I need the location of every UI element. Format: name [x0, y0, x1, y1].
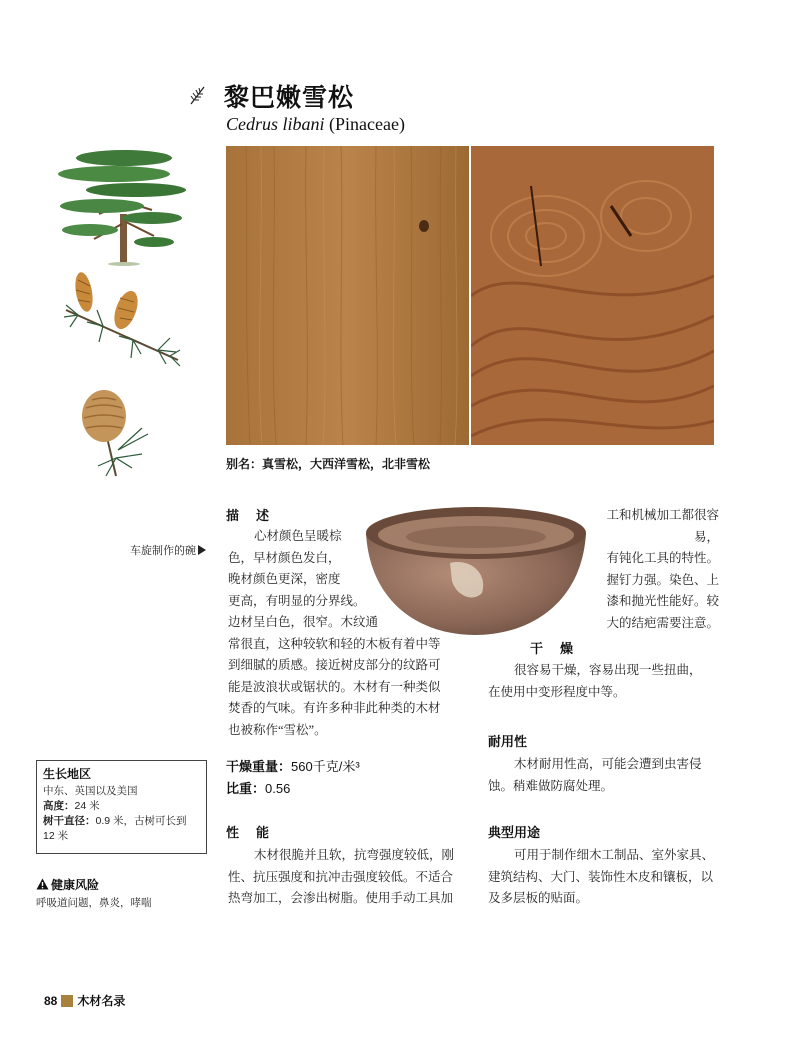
- description-line-10: 也被称作“雪松”。: [228, 722, 327, 737]
- right-line-4: 漆和抛光性能好。较: [606, 594, 719, 608]
- health-title-row: [36, 876, 152, 893]
- description-line: [228, 526, 378, 612]
- cedar-cone-illustration: [76, 388, 166, 480]
- uses-text: [488, 845, 720, 910]
- description-continued: [228, 612, 468, 741]
- infobox-diameter: [43, 814, 200, 844]
- heading-durability: 耐用性: [488, 734, 528, 749]
- description-line-7: 到细腻的质感。接近树皮部分的纹路可: [228, 658, 441, 672]
- bowl-caption: [130, 542, 206, 558]
- right-line-5: 大的结疤需要注意。: [606, 615, 719, 630]
- uses-line-1: 可用于制作细木工制品、室外家具、: [514, 848, 715, 862]
- cedar-cone-branch-illustration: [58, 270, 188, 382]
- leaf-icon: [188, 84, 208, 106]
- performance-line-1: 木材很脆并且软，抗弯强度较低，刚: [254, 848, 455, 862]
- heading-drying: 干 燥: [530, 641, 576, 656]
- alias-names: 真雪松，大西洋雪松，北非雪松: [262, 457, 431, 471]
- description-line-4: 更高，有明显的分界线。: [228, 593, 366, 608]
- footer-section: 木材名录: [77, 994, 126, 1008]
- caption-arrow-icon: [198, 545, 206, 555]
- drying-line-1: 很容易干燥，容易出现一些扭曲，: [514, 663, 702, 677]
- description-line-2: 色，早材颜色发白，: [228, 550, 341, 565]
- description-line-1: 心材颜色呈暖棕: [254, 529, 342, 543]
- alias-label: 别名：: [226, 457, 263, 471]
- right-line-1: 工和机械加工都很容易，: [606, 508, 719, 544]
- page-title: 黎巴嫩雪松: [224, 84, 355, 112]
- right-continued-text: [584, 505, 719, 634]
- latin-family: (Pinaceae): [329, 114, 405, 134]
- performance-line-3: 热弯加工，会渗出树脂。使用手动工具加: [228, 891, 454, 905]
- latin-species: Cedrus libani: [226, 114, 325, 134]
- dry-weight-label: 干燥重量：: [226, 759, 292, 774]
- description-line-5: 边材呈白色，很窄。木纹通: [228, 615, 379, 629]
- durability-line-2: 蚀。稍难做防腐处理。: [488, 778, 614, 793]
- description-line-8: 能是波浪状或锯状的。木材有一种类似: [228, 679, 441, 694]
- durability-text: [488, 754, 720, 797]
- latin-name: [226, 114, 405, 135]
- wood-sample-photo-figured: [471, 146, 714, 445]
- infobox-height-value: 24 米: [74, 800, 100, 812]
- dry-weight: [226, 756, 360, 775]
- cedar-tree-illustration: [54, 144, 194, 266]
- dry-weight-value: 560千克/米³: [291, 759, 360, 774]
- durability-line-1: 木材耐用性高，可能会遭到虫害侵: [514, 757, 702, 771]
- page-footer: [44, 992, 125, 1009]
- warning-icon: [36, 878, 49, 890]
- right-line-2: 有钝化工具的特性。: [606, 551, 719, 565]
- infobox-height-label: 高度：: [43, 800, 75, 812]
- specific-gravity-label: 比重：: [226, 781, 266, 796]
- description-line-9: 焚香的气味。有许多种非此种类的木材: [228, 701, 441, 715]
- uses-line-2: 建筑结构、大门、装饰性木皮和镶板，以: [488, 869, 714, 884]
- performance-text: [228, 845, 468, 910]
- infobox-height: [43, 799, 200, 814]
- page-number: 88: [44, 994, 58, 1008]
- bowl-caption-text: 车旋制作的碗: [130, 545, 196, 557]
- drying-line-2: 在使用中变形程度中等。: [488, 684, 626, 699]
- health-risk: [36, 876, 152, 910]
- alias-line: [226, 455, 430, 472]
- infobox-title: 生长地区: [43, 767, 92, 781]
- growth-region-box: [36, 760, 207, 854]
- infobox-diameter-label: 树干直径：: [43, 815, 96, 827]
- health-text: 呼吸道问题，鼻炎，哮喘: [36, 897, 152, 909]
- wood-sample-photo-plain: [226, 146, 469, 445]
- uses-line-3: 及多层板的贴面。: [488, 891, 589, 905]
- infobox-region: 中东、英国以及美国: [43, 785, 138, 797]
- health-title: 健康风险: [51, 878, 100, 892]
- specific-gravity: [226, 778, 290, 797]
- right-line-3: 握钉力强。染色、上: [606, 572, 719, 587]
- description-line-6: 常很直，这种较软和轻的木板有着中等: [228, 636, 441, 651]
- description-line-3: 晚材颜色更深，密度: [228, 572, 341, 586]
- heading-performance: 性 能: [226, 825, 272, 840]
- infobox-diameter-value: 0.9 米，古树可长到 12 米: [43, 815, 187, 842]
- heading-description: 描 述: [226, 508, 272, 523]
- footer-square-icon: [61, 995, 73, 1007]
- specific-gravity-value: 0.56: [265, 781, 291, 796]
- drying-text: [488, 660, 720, 703]
- performance-line-2: 性、抗压强度和抗冲击强度较低。不适合: [228, 869, 454, 884]
- heading-typical-uses: 典型用途: [488, 825, 541, 840]
